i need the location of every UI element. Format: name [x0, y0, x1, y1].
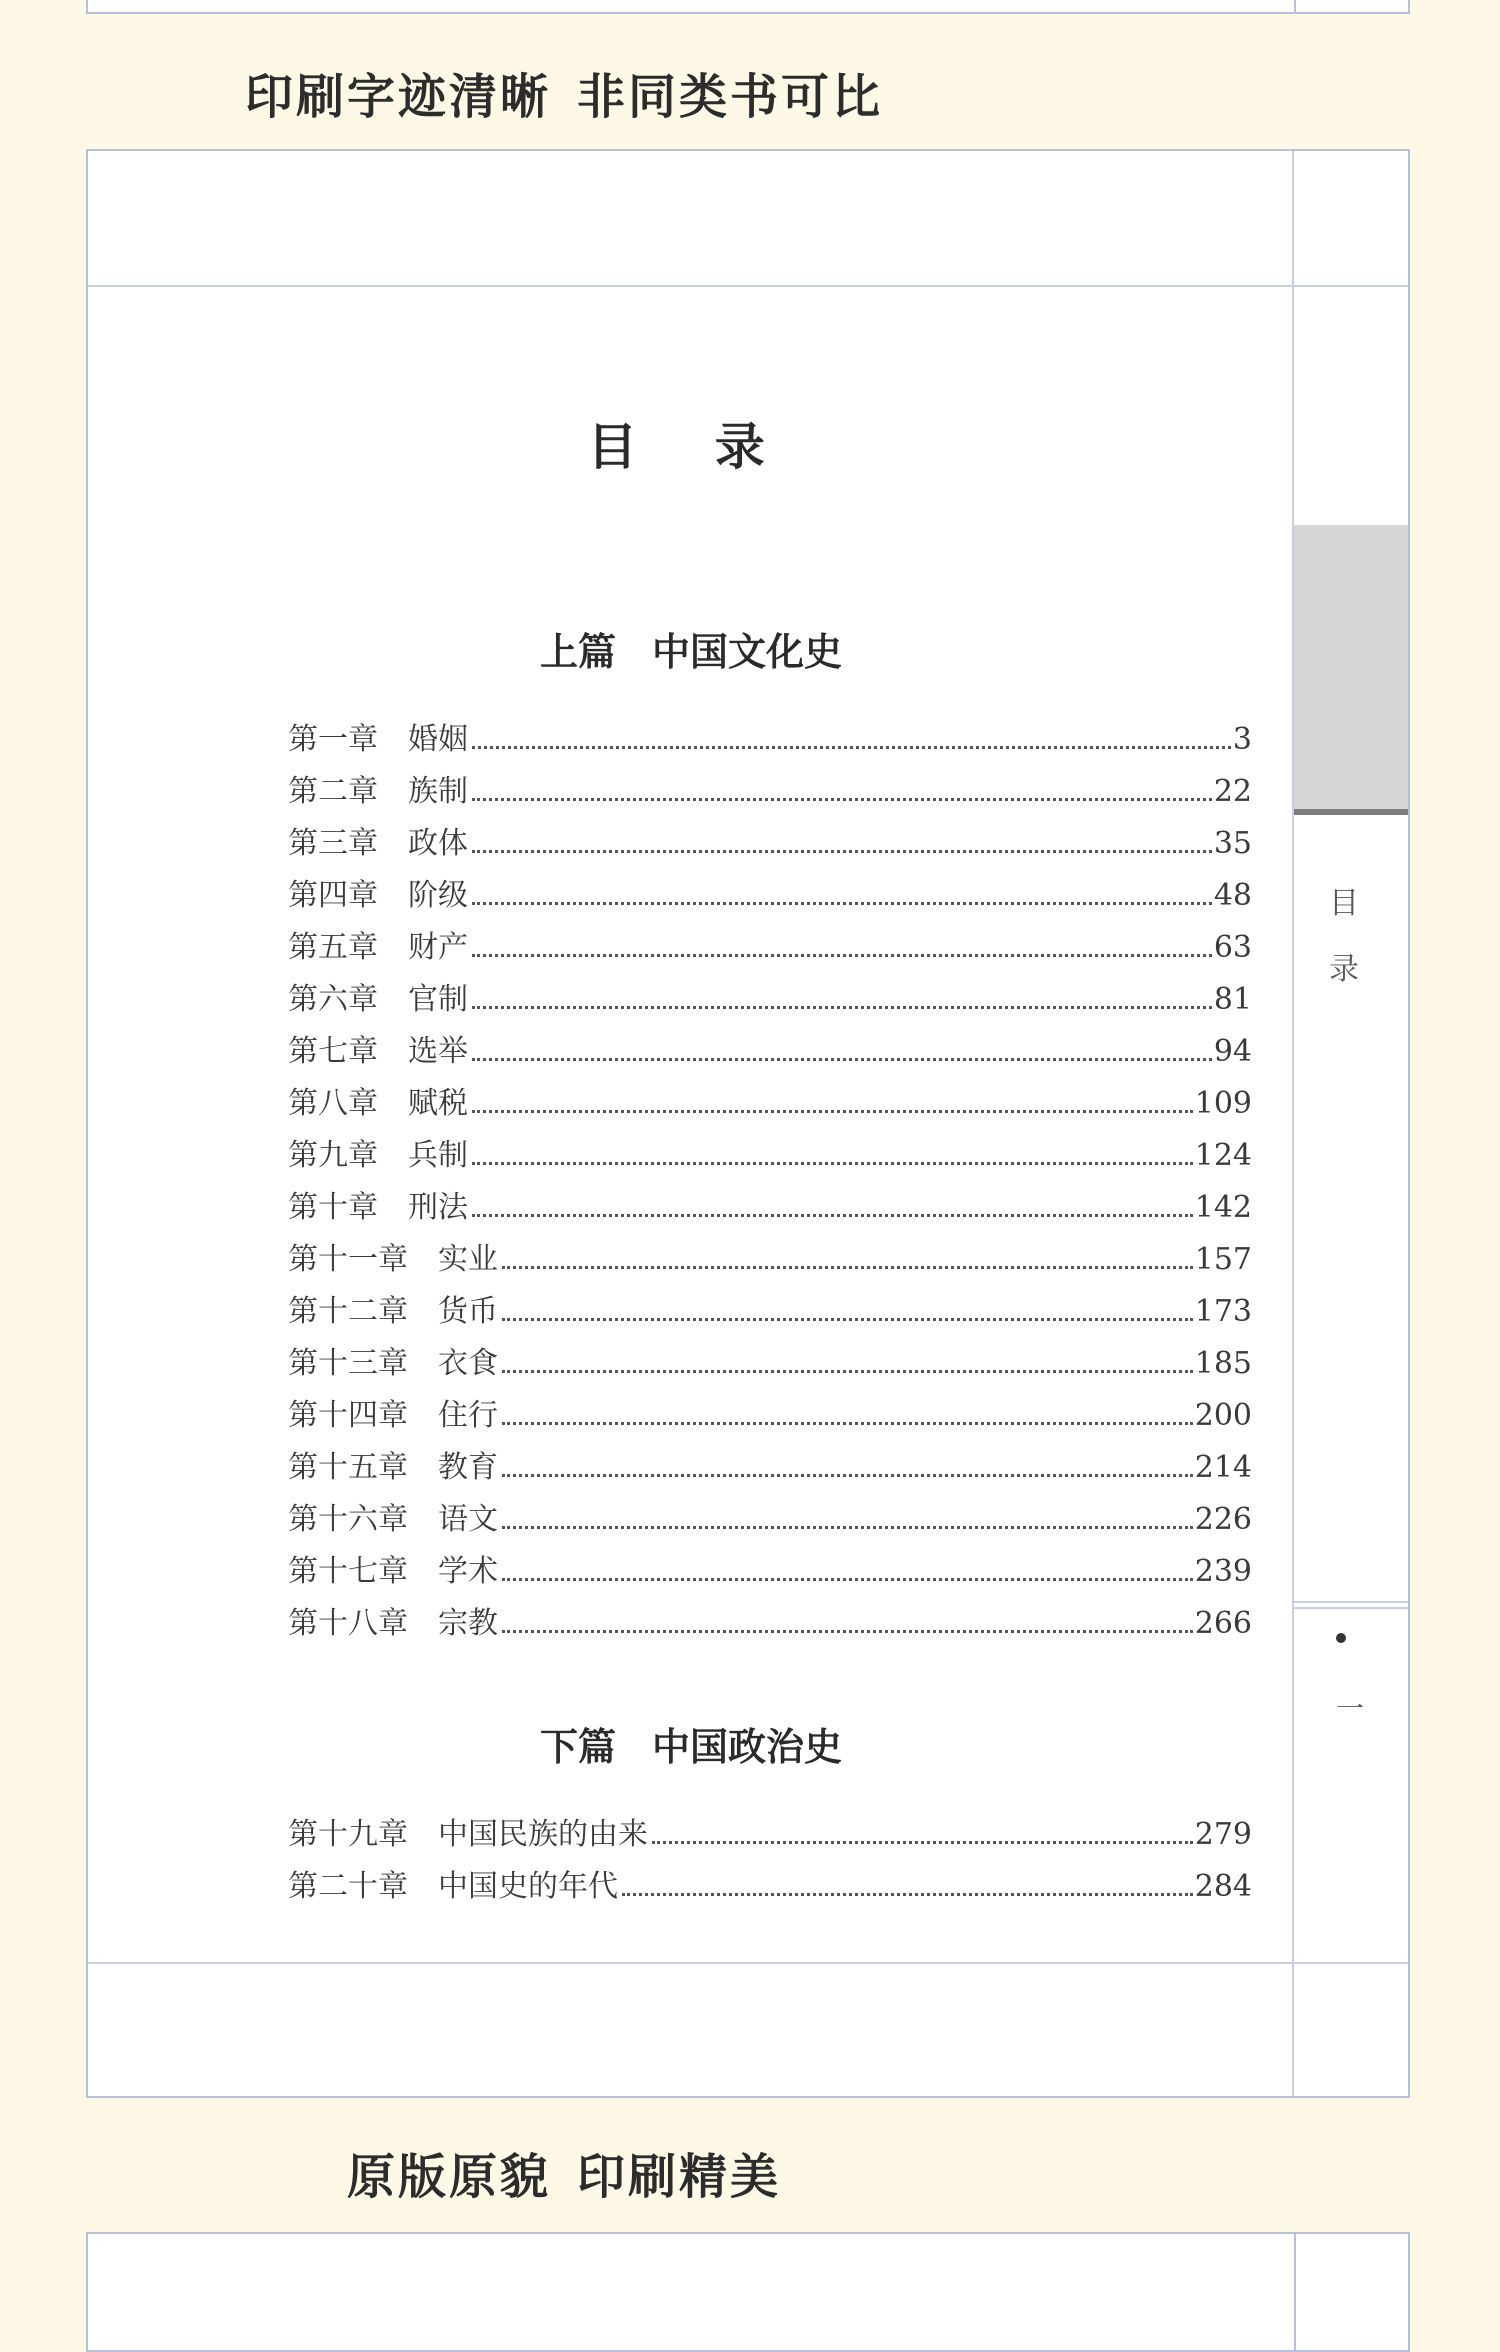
side-label	[1288, 871, 1400, 1003]
toc-chapter-number: 第一章	[288, 722, 378, 757]
toc-entry	[288, 1182, 1252, 1226]
toc-page-number: 3	[1232, 722, 1252, 757]
toc-leader-dots	[502, 1421, 1193, 1425]
toc-chapter-number: 第十六章	[288, 1502, 408, 1537]
side-tab-block	[1294, 525, 1408, 815]
toc-chapter-name: 族制	[408, 774, 468, 809]
toc-entry	[288, 1130, 1252, 1174]
toc-chapter-name: 衣食	[438, 1346, 498, 1381]
toc-entry	[288, 1861, 1252, 1905]
toc-page-number: 22	[1213, 774, 1252, 809]
toc-leader-dots	[472, 1109, 1193, 1113]
bottom-caption	[0, 2138, 1314, 2207]
toc-entry	[288, 714, 1252, 758]
toc-chapter-name: 学术	[438, 1554, 498, 1589]
toc-chapter-name: 住行	[438, 1398, 498, 1433]
side-margin-strip	[1292, 151, 1408, 2096]
previous-page-frame	[86, 0, 1410, 14]
toc-chapter-name: 刑法	[408, 1190, 468, 1225]
toc-page-number: 200	[1194, 1398, 1252, 1433]
toc-page-number: 94	[1213, 1034, 1252, 1069]
toc-leader-dots	[622, 1892, 1193, 1896]
toc-leader-dots	[502, 1577, 1193, 1581]
toc-page-number: 81	[1213, 982, 1252, 1017]
toc-page-number: 185	[1194, 1346, 1252, 1381]
toc-leader-dots	[502, 1473, 1193, 1477]
toc-chapter-number: 第十二章	[288, 1294, 408, 1329]
toc-entry	[288, 1809, 1252, 1853]
toc-chapter-number: 第六章	[288, 982, 378, 1017]
toc-page-number: 279	[1194, 1817, 1252, 1852]
toc-chapter-name: 语文	[438, 1502, 498, 1537]
toc-chapter-name: 实业	[438, 1242, 498, 1277]
side-label-char-b: 录	[1329, 952, 1359, 987]
toc-leader-dots	[472, 797, 1212, 801]
toc-chapter-name: 货币	[438, 1294, 498, 1329]
toc-chapter-name: 官制	[408, 982, 468, 1017]
toc-leader-dots	[502, 1317, 1193, 1321]
toc-chapter-number: 第十三章	[288, 1346, 408, 1381]
top-caption	[0, 58, 1314, 127]
toc-leader-dots	[472, 901, 1212, 905]
toc-entry	[288, 766, 1252, 810]
toc-chapter-number: 第二十章	[288, 1869, 408, 1904]
toc-chapter-number: 第十章	[288, 1190, 378, 1225]
toc-page-number: 157	[1194, 1242, 1252, 1277]
book-page	[86, 149, 1410, 2098]
toc-leader-dots	[652, 1840, 1193, 1844]
toc-entry	[288, 974, 1252, 1018]
top-caption-part-b: 非同类书可比	[577, 69, 884, 125]
toc-leader-dots	[502, 1525, 1193, 1529]
toc-chapter-number: 第十七章	[288, 1554, 408, 1589]
toc-leader-dots	[502, 1265, 1193, 1269]
toc-chapter-name: 兵制	[408, 1138, 468, 1173]
toc-entry	[288, 1026, 1252, 1070]
toc-chapter-number: 第十四章	[288, 1398, 408, 1433]
toc-page-number: 48	[1213, 878, 1252, 913]
toc-leader-dots	[472, 1213, 1193, 1217]
toc-chapter-number: 第二章	[288, 774, 378, 809]
part2-label: 下篇	[539, 1724, 616, 1769]
toc-page-number: 284	[1194, 1869, 1252, 1904]
toc-page-number: 35	[1213, 826, 1252, 861]
top-caption-part-a: 印刷字迹清晰	[244, 69, 551, 125]
toc-chapter-number: 第十八章	[288, 1606, 408, 1641]
page-header-band	[88, 151, 1294, 287]
toc-title: 目 录	[587, 417, 795, 476]
toc-leader-dots	[472, 745, 1231, 749]
toc-chapter-number: 第十五章	[288, 1450, 408, 1485]
toc-chapter-number: 第四章	[288, 878, 378, 913]
toc-page-number: 214	[1194, 1450, 1252, 1485]
toc-chapter-name: 中国史的年代	[438, 1869, 618, 1904]
toc-chapter-number: 第九章	[288, 1138, 378, 1173]
toc-entry	[288, 1078, 1252, 1122]
toc-leader-dots	[472, 1005, 1212, 1009]
toc-page-number: 109	[1194, 1086, 1252, 1121]
toc-page-number: 63	[1213, 930, 1252, 965]
toc-chapter-name: 财产	[408, 930, 468, 965]
toc-chapter-name: 宗教	[438, 1606, 498, 1641]
toc-entry	[288, 1546, 1252, 1590]
toc-chapter-name: 选举	[408, 1034, 468, 1069]
toc-leader-dots	[472, 1161, 1193, 1165]
next-page-frame	[86, 2232, 1410, 2352]
toc-entry	[288, 1286, 1252, 1330]
side-label-char-a: 目	[1329, 886, 1359, 921]
toc-chapter-number: 第三章	[288, 826, 378, 861]
toc-chapter-number: 第八章	[288, 1086, 378, 1121]
toc-chapter-number: 第七章	[288, 1034, 378, 1069]
toc-chapter-name: 中国民族的由来	[438, 1817, 648, 1852]
part2-title: 中国政治史	[652, 1724, 843, 1769]
toc-leader-dots	[472, 1057, 1212, 1061]
toc-page-number: 239	[1194, 1554, 1252, 1589]
toc-leader-dots	[472, 953, 1212, 957]
toc-chapter-number: 第五章	[288, 930, 378, 965]
part1-title: 中国文化史	[652, 629, 843, 674]
toc-leader-dots	[502, 1369, 1193, 1373]
page-footer-band	[88, 1962, 1294, 2096]
toc-page-number: 266	[1194, 1606, 1252, 1641]
toc-leader-dots	[472, 849, 1212, 853]
toc-page-number: 226	[1194, 1502, 1252, 1537]
toc-entry	[288, 1338, 1252, 1382]
bottom-caption-part-a: 原版原貌	[346, 2149, 551, 2205]
toc-entry	[288, 1598, 1252, 1642]
part1-label: 上篇	[539, 629, 616, 674]
toc-page-number: 142	[1194, 1190, 1252, 1225]
toc-chapter-name: 婚姻	[408, 722, 468, 757]
toc-chapter-name: 政体	[408, 826, 468, 861]
side-page-number: 一	[1335, 1692, 1364, 1725]
toc-leader-dots	[502, 1629, 1193, 1633]
toc-chapter-name: 赋税	[408, 1086, 468, 1121]
bottom-caption-part-b: 印刷精美	[577, 2149, 782, 2205]
toc-entry	[288, 870, 1252, 914]
toc-entry	[288, 818, 1252, 862]
toc-entry	[288, 1390, 1252, 1434]
toc-page-number: 124	[1194, 1138, 1252, 1173]
toc-chapter-name: 教育	[438, 1450, 498, 1485]
toc-chapter-number: 第十九章	[288, 1817, 408, 1852]
part2-heading	[88, 1716, 1294, 1771]
toc-chapter-name: 阶级	[408, 878, 468, 913]
toc-entry	[288, 1234, 1252, 1278]
toc-entry	[288, 922, 1252, 966]
toc-entry	[288, 1494, 1252, 1538]
toc-page-number: 173	[1194, 1294, 1252, 1329]
part1-heading	[88, 621, 1294, 676]
toc-chapter-number: 第十一章	[288, 1242, 408, 1277]
side-dot-icon	[1336, 1633, 1346, 1643]
toc-entry	[288, 1442, 1252, 1486]
